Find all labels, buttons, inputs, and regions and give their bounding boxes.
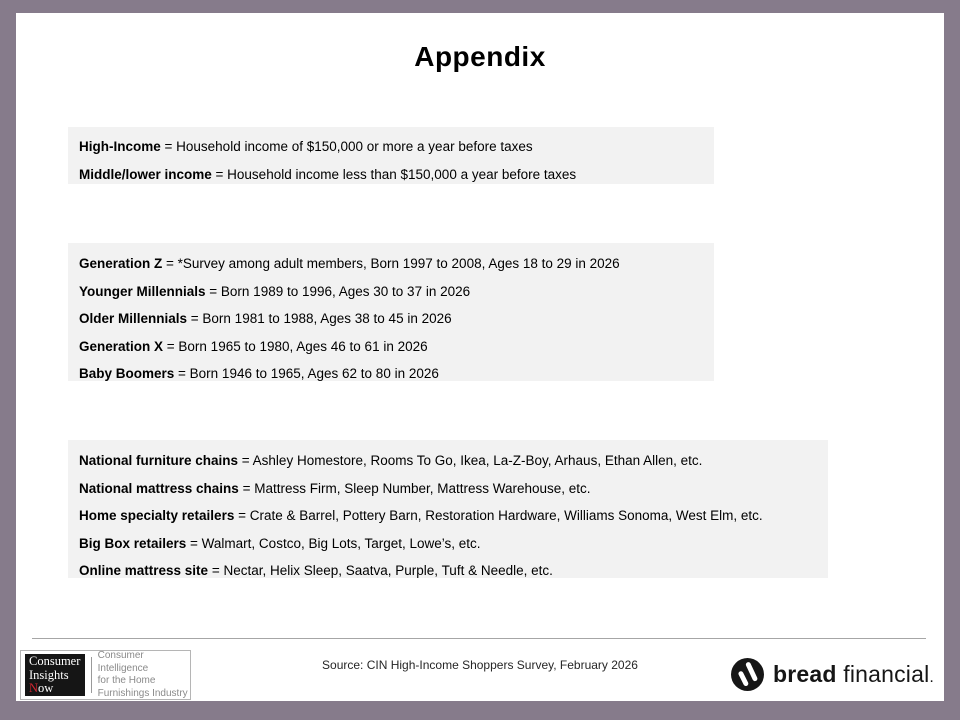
definition-term: Baby Boomers — [79, 366, 175, 381]
definition-text: = Born 1989 to 1996, Ages 30 to 37 in 2026 — [205, 283, 471, 299]
definition-term: Home specialty retailers — [79, 508, 235, 523]
definition-term: National mattress chains — [79, 480, 239, 496]
definition-text: = Born 1946 to 1965, Ages 62 to 80 in 2026 — [174, 366, 439, 381]
definition-text: = Household income less than $150,000 a year before taxes — [211, 167, 577, 182]
definition-row — [79, 133, 704, 161]
generation-definitions-box — [68, 243, 714, 381]
definition-row — [79, 360, 704, 388]
slide-canvas — [16, 13, 944, 701]
bread-financial-icon — [731, 658, 764, 691]
definition-row — [79, 502, 818, 530]
definition-row — [79, 305, 704, 333]
definition-row — [79, 557, 818, 585]
definition-text: = Crate & Barrel, Pottery Barn, Restoration Hardware, Williams Sonoma, West Elm, etc. — [234, 508, 763, 523]
definition-term: Older Millennials — [79, 311, 188, 326]
definition-text: = Born 1965 to 1980, Ages 46 to 61 in 2026 — [163, 338, 428, 354]
definition-term: Online mattress site — [79, 563, 209, 578]
definition-text: = Ashley Homestore, Rooms To Go, Ikea, La-Z-Boy, Arhaus, Ethan Allen, etc. — [238, 453, 703, 468]
definition-term: Younger Millennials — [79, 283, 206, 299]
retailer-definitions-box — [68, 440, 828, 578]
footer-divider — [32, 638, 926, 639]
page-title: Appendix — [414, 41, 546, 72]
definition-row — [79, 530, 818, 558]
definition-row — [79, 278, 704, 306]
definition-text: = Household income of $150,000 or more a year before taxes — [160, 139, 533, 154]
definition-term: Middle/lower income — [79, 167, 212, 182]
definition-term: Generation X — [79, 338, 164, 354]
bread-financial-wordmark: bread financial. — [773, 660, 935, 687]
income-definitions-box — [68, 127, 714, 184]
definition-row — [79, 447, 818, 475]
definition-text: = Born 1981 to 1988, Ages 38 to 45 in 2026 — [187, 311, 452, 326]
definition-text: = Nectar, Helix Sleep, Saatva, Purple, Tuft & Needle, etc. — [208, 563, 553, 578]
cin-tagline: Consumer Intelligence for the Home Furnishings Industry — [97, 650, 188, 699]
definition-text: = *Survey among adult members, Born 1997 to 2008, Ages 18 to 29 in 2026 — [162, 256, 620, 271]
definition-row — [79, 161, 704, 189]
definition-row — [79, 475, 818, 503]
definition-term: Generation Z — [79, 256, 163, 271]
bread-financial-logo — [731, 656, 934, 692]
cin-word-consumer: Consumer — [29, 654, 81, 668]
definition-term: High-Income — [79, 139, 161, 154]
definition-text: = Mattress Firm, Sleep Number, Mattress Warehouse, etc. — [238, 480, 591, 496]
source-citation: Source: CIN High-Income Shoppers Survey, February 2026 — [322, 658, 638, 672]
definition-text: = Walmart, Costco, Big Lots, Target, Lowe’s, etc. — [186, 535, 481, 551]
definition-term: National furniture chains — [79, 453, 239, 468]
definition-row — [79, 250, 704, 278]
definition-term: Big Box retailers — [79, 535, 187, 551]
definition-row — [79, 333, 704, 361]
cin-word-insights: Insights — [29, 667, 69, 682]
cin-word-now: Now — [29, 681, 54, 695]
